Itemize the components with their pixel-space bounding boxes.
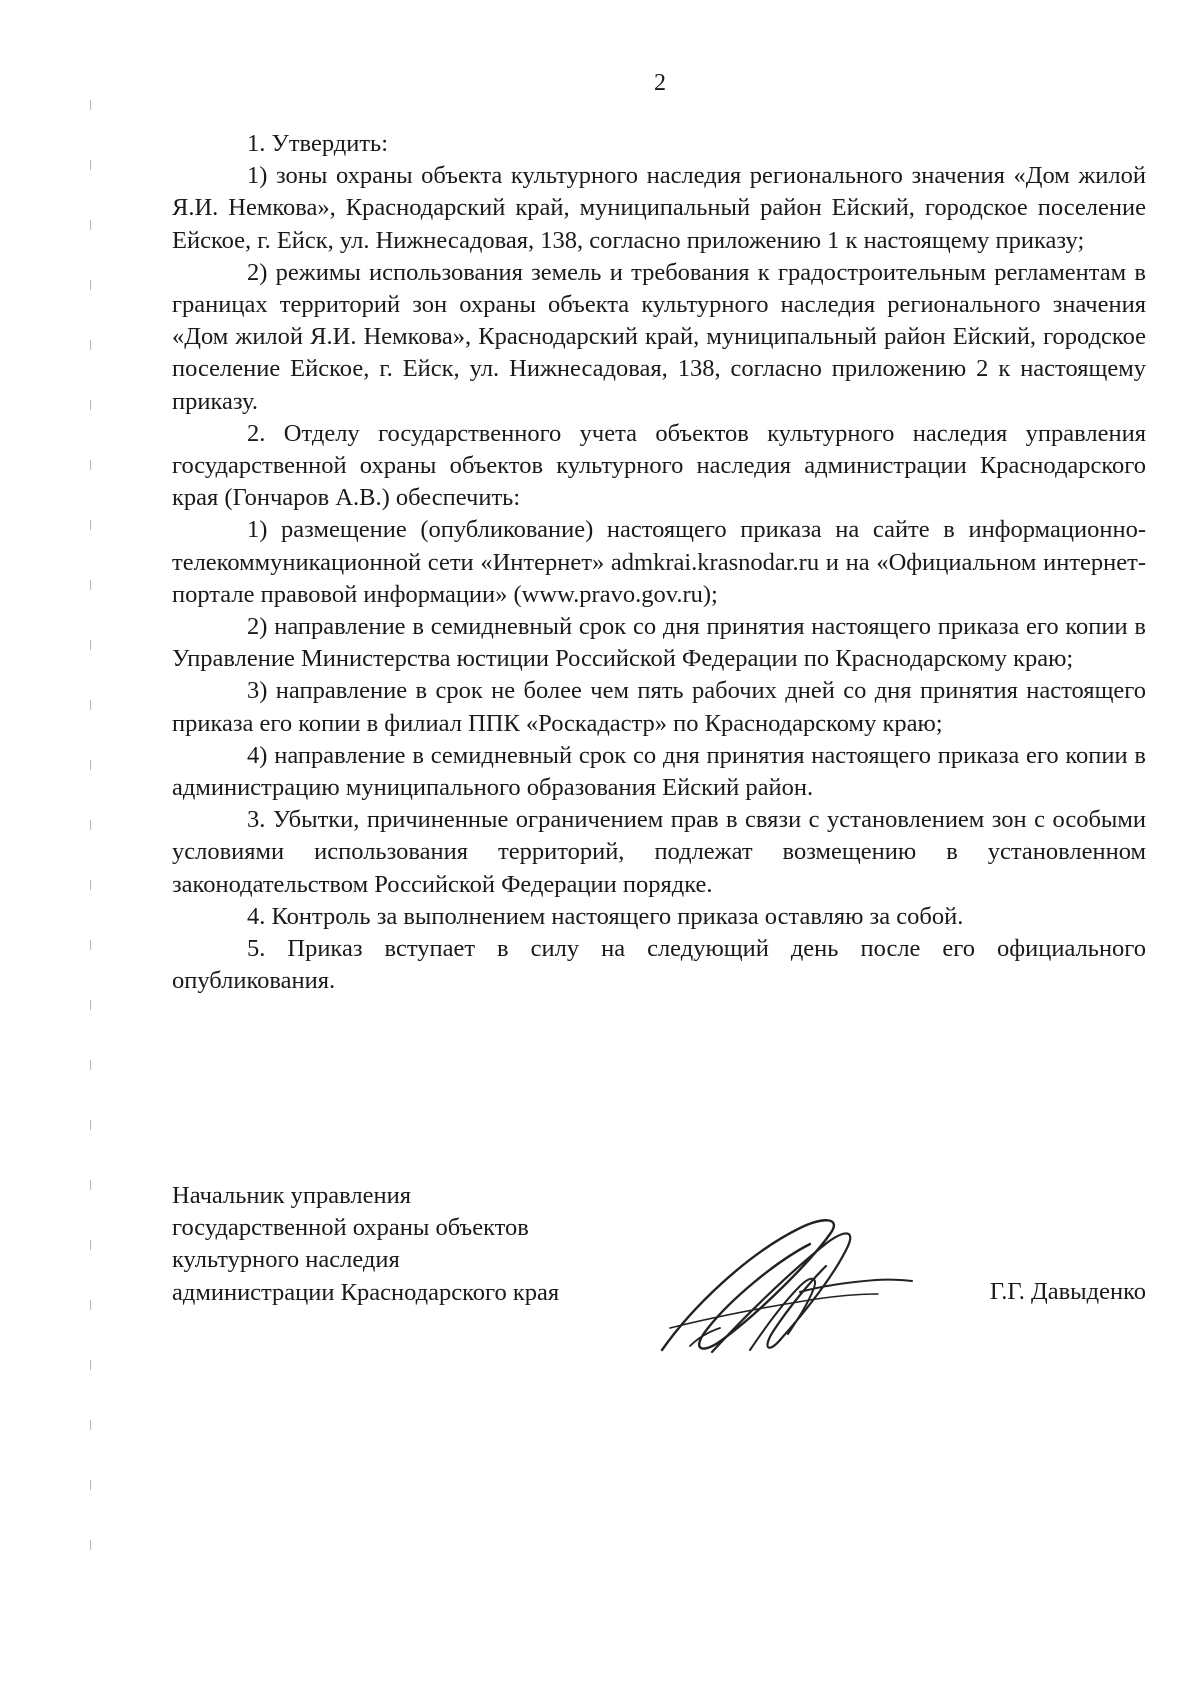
paragraph: 2) направление в семидневный срок со дня принятия настоящего приказа его копии в Управление Министерства юстиции Российской Федерации по Краснодарскому краю;: [172, 613, 1146, 673]
margin-tick: [90, 460, 91, 470]
signatory-position-line: государственной охраны объектов: [172, 1214, 529, 1242]
paragraph: 2) режимы использования земель и требования к градостроительным регламентам в границах территорий зон охраны объекта культурного наследия регионального значения «Дом жилой Я.И. Немкова», Краснодарский край, муниципальный район Ейский, городское поселение Ейское, г. Ейск, ул. Нижнесадовая, 138, согласно приложению 2 к настоящему приказу.: [172, 258, 1146, 415]
margin-tick: [90, 640, 91, 650]
margin-tick: [90, 1480, 91, 1490]
margin-tick: [90, 820, 91, 830]
margin-tick: [90, 880, 91, 890]
margin-tick: [90, 520, 91, 530]
margin-tick: [90, 280, 91, 290]
paragraph: 4. Контроль за выполнением настоящего приказа оставляю за собой.: [247, 902, 964, 930]
paragraph: 1. Утвердить:: [247, 130, 389, 157]
paragraph: 1) размещение (опубликование) настоящего приказа на сайте в информационно-телекоммуникационной сети «Интернет» admkrai.krasnodar.ru и на «Официальном интернет-портале правовой информации» (www.pravo.gov.ru);: [172, 516, 1146, 608]
margin-tick: [90, 1120, 91, 1130]
margin-tick: [90, 100, 91, 110]
margin-tick: [90, 1240, 91, 1250]
margin-tick: [90, 1000, 91, 1010]
margin-tick: [90, 1420, 91, 1430]
margin-tick: [90, 400, 91, 410]
paragraph: 5. Приказ вступает в силу на следующий день после его официального опубликования.: [172, 935, 1146, 995]
margin-tick: [90, 760, 91, 770]
margin-tick: [90, 1540, 91, 1550]
margin-tick: [90, 580, 91, 590]
signatory-position-line: культурного наследия: [172, 1246, 400, 1274]
paragraph: 1) зоны охраны объекта культурного наследия регионального значения «Дом жилой Я.И. Немкова», Краснодарский край, муниципальный район Ейский, городское поселение Ейское, г. Ейск, ул. Нижнесадовая, 138, согласно приложению 1 к настоящему приказу;: [172, 162, 1146, 254]
handwritten-signature: [650, 1200, 920, 1360]
margin-tick: [90, 220, 91, 230]
page-number: 2: [654, 70, 666, 96]
margin-tick: [90, 1180, 91, 1190]
document-body: [172, 128, 1146, 997]
margin-tick: [90, 1360, 91, 1370]
paragraph: 2. Отделу государственного учета объектов культурного наследия управления государственной охраны объектов культурного наследия администрации Краснодарского края (Гончаров А.В.) обеспечить:: [172, 419, 1146, 512]
paragraph: 4) направление в семидневный срок со дня принятия настоящего приказа его копии в администрацию муниципального образования Ейский район.: [172, 741, 1146, 802]
signatory-position-line: администрации Краснодарского края: [172, 1278, 560, 1306]
paragraph: 3. Убытки, причиненные ограничением прав в связи с установлением зон с особыми условиями использования территорий, подлежат возмещению в установленном законодательством Российской Федерации порядке.: [172, 806, 1146, 898]
margin-tick: [90, 1300, 91, 1310]
margin-tick: [90, 700, 91, 710]
scan-margin-marks: [90, 100, 94, 1600]
signatory-position: [172, 1180, 652, 1309]
paragraph: 3) направление в срок не более чем пять рабочих дней со дня принятия настоящего приказа его копии в филиал ППК «Роскадастр» по Краснодарскому краю;: [172, 677, 1146, 737]
margin-tick: [90, 160, 91, 170]
margin-tick: [90, 340, 91, 350]
signatory-position-line: Начальник управления: [172, 1182, 411, 1209]
signatory-name: Г.Г. Давыденко: [989, 1278, 1146, 1305]
margin-tick: [90, 1060, 91, 1070]
margin-tick: [90, 940, 91, 950]
